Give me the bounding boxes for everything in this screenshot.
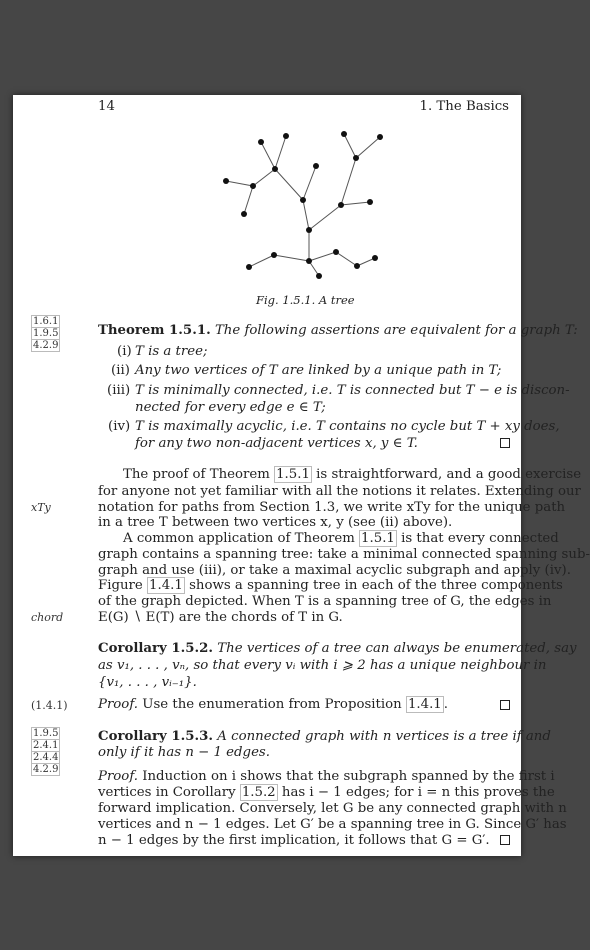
item-number: (iii) [107,383,131,398]
corollary-1-5-2: Corollary 1.5.2. The vertices of a tree can always be enumerated, say [98,641,577,656]
text-line: graph and use (iii), or take a maximal acyclic subgraph and apply (iv). [98,563,571,578]
item-text: for any two non-adjacent vertices x, y ∈ T. [135,436,418,451]
item-number: (iv) [108,419,131,434]
item-text: T is a tree; [135,344,208,359]
running-header: 1. The Basics [419,99,509,114]
item-text: Any two vertices of T are linked by a unique path in T; [135,363,502,378]
text-line: Figure 1.4.1 shows a spanning tree in each of the three components [98,578,563,593]
text-line: graph contains a spanning tree: take a minimal connected spanning sub- [98,547,590,562]
margin-note: chord [31,611,64,624]
proof-1-5-2: Proof. Use the enumeration from Proposition 1.4.1 . [98,697,449,712]
text-line: for anyone not yet familiar with all the notions it relates. Extending our [98,484,581,499]
text-line: E(G) ∖ E(T) are the chords of T in G. [98,610,343,625]
text-line: as v₁, . . . , vₙ, so that every vᵢ with i ⩾ 2 has a unique neighbour in [98,658,547,673]
cross-ref-link[interactable]: 1.5.1 [276,467,310,482]
text-line: n − 1 edges by the first implication, it follows that G = G′. [98,833,490,848]
theorem-1-5-1 [98,323,578,338]
cross-ref-link[interactable]: 1.5.1 [361,531,395,546]
margin-ref[interactable]: 1.9.5 [33,728,59,739]
text-line: only if it has n − 1 edges. [98,745,270,760]
cross-ref-link[interactable]: 1.4.1 [407,697,442,712]
qed-symbol [500,438,510,448]
theorem-heading: Theorem 1.5.1. [98,323,211,338]
text-line: notation for paths from Section 1.3, we write xTy for the unique path [98,500,566,515]
book-page [13,95,590,856]
cross-ref-link[interactable]: 1.4.1 [149,578,183,593]
corollary-1-5-3: Corollary 1.5.3. A connected graph with n vertices is a tree if and [98,729,551,744]
text-line: A common application of Theorem 1.5.1 is that every connected [123,531,559,546]
item-number: (i) [117,344,132,359]
text-line: The proof of Theorem 1.5.1 is straightforward, and a good exercise [123,467,582,482]
text-line: {v₁, . . . , vᵢ₋₁}. [98,675,197,690]
qed-symbol [500,835,510,845]
margin-ref[interactable]: (1.4.1) [31,699,68,712]
item-text: T is maximally acyclic, i.e. T contains no cycle but T + xy does, [135,419,560,434]
margin-note: xTy [31,501,51,514]
text-line: of the graph depicted. When T is a spanning tree of G, the edges in [98,594,552,609]
qed-symbol [500,700,510,710]
margin-ref[interactable]: 4.2.9 [33,764,59,775]
text-line: in a tree T between two vertices x, y (see (ii) above). [98,515,453,530]
margin-ref[interactable]: 4.2.9 [33,340,59,351]
proof-1-5-3: Proof. Induction on i shows that the subgraph spanned by the first i [98,769,555,784]
text-line: vertices and n − 1 edges. Let G′ be a spanning tree in G. Since G′ has [98,817,567,832]
item-text: T is minimally connected, i.e. T is connected but T − e is discon- [135,383,570,398]
margin-ref[interactable]: 1.9.5 [33,328,59,339]
margin-ref[interactable]: 2.4.4 [33,752,59,763]
figure-caption: Fig. 1.5.1. A tree [256,293,355,307]
page-number: 14 [98,99,115,114]
margin-ref[interactable]: 1.6.1 [33,316,59,327]
theorem-statement: The following assertions are equivalent for a graph T: [214,323,578,338]
text-line: forward implication. Conversely, let G be any connected graph with n [98,801,567,816]
tree-figure [13,95,521,295]
text-line: vertices in Corollary 1.5.2 has i − 1 edges; for i = n this proves the [98,785,555,800]
item-text: nected for every edge e ∈ T; [135,400,326,415]
cross-ref-link[interactable]: 1.5.2 [241,785,276,800]
margin-ref[interactable]: 2.4.1 [33,740,59,751]
item-number: (ii) [111,363,130,378]
